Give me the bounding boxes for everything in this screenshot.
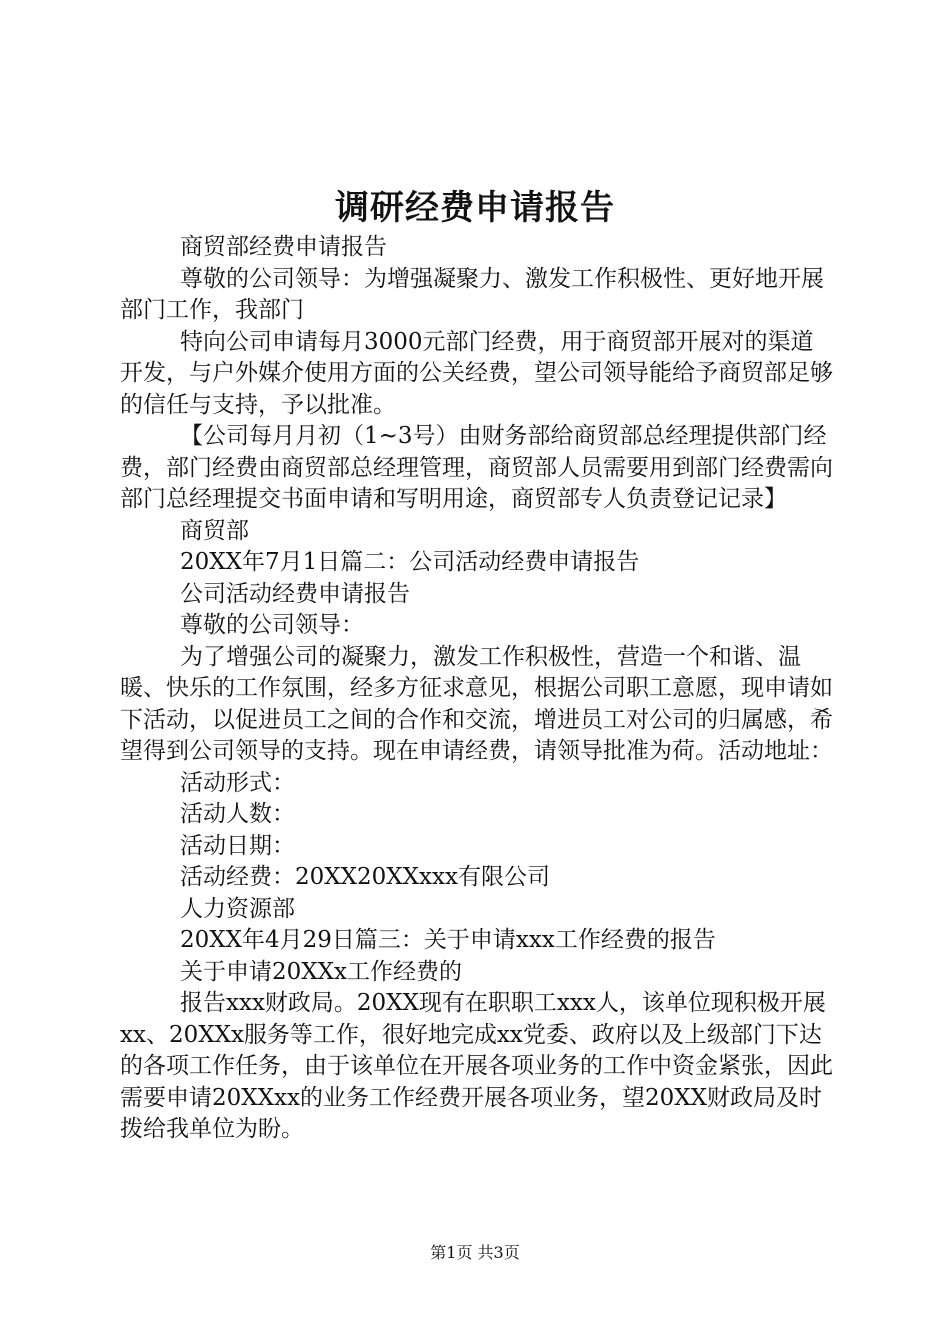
- page-footer: 第1页 共3页: [430, 1243, 520, 1262]
- paragraph: 尊敬的公司领导：: [180, 612, 364, 638]
- paragraph: 活动经费：20XX20XXxxx有限公司: [180, 864, 550, 890]
- paragraph: 商贸部经费申请报告: [180, 234, 387, 260]
- paragraph: 特向公司申请每月3000元部门经费，用于商贸部开展对的渠道开发，与户外媒介使用方面的公关经费，望公司领导能给予商贸部足够的信任与支持，予以批准。: [120, 328, 833, 418]
- paragraph: 公司活动经费申请报告: [180, 580, 410, 607]
- paragraph: 尊敬的公司领导：为增强凝聚力、激发工作积极性、更好地开展部门工作，我部门: [120, 265, 824, 323]
- paragraph: 活动人数：: [180, 801, 295, 827]
- paragraph: 20XX年4月29日篇三：关于申请xxx工作经费的报告: [180, 927, 716, 953]
- paragraph: 商贸部: [180, 517, 249, 544]
- paragraph: 人力资源部: [180, 895, 295, 922]
- paragraph: 为了增强公司的凝聚力，激发工作积极性，营造一个和谐、温暖、快乐的工作氛围，经多方征求意见，根据公司职工意愿，现申请如下活动，以促进员工之间的合作和交流，增进员工对公司的归属感，希望得到公司领导的支持。现在申请经费，请领导批准为荷。活动地址：: [120, 643, 833, 764]
- paragraph: 关于申请20XXx工作经费的: [180, 958, 462, 985]
- document-title: 调研经费申请报告: [335, 188, 615, 228]
- paragraph: 【公司每月月初（1~3号）由财务部给商贸部总经理提供部门经费，部门经费由商贸部总经理管理，商贸部人员需要用到部门经费需向部门总经理提交书面申请和写明用途，商贸部专人负责登记记录】: [120, 423, 833, 512]
- paragraph: 活动日期：: [180, 832, 295, 859]
- paragraph: 活动形式：: [180, 769, 295, 796]
- paragraph: 报告xxx财政局。20XX现有在职职工xxx人，该单位现积极开展xx、20XXx服务等工作，很好地完成xx党委、政府以及上级部门下达的各项工作任务，由于该单位在开展各项业务的工作中资金紧张，因此需要申请20XXxx的业务工作经费开展各项业务，望20XX财政局及时拨给我单位为盼。: [120, 990, 833, 1142]
- paragraph: 20XX年7月1日篇二：公司活动经费申请报告: [180, 549, 640, 575]
- document-body: [120, 232, 835, 1146]
